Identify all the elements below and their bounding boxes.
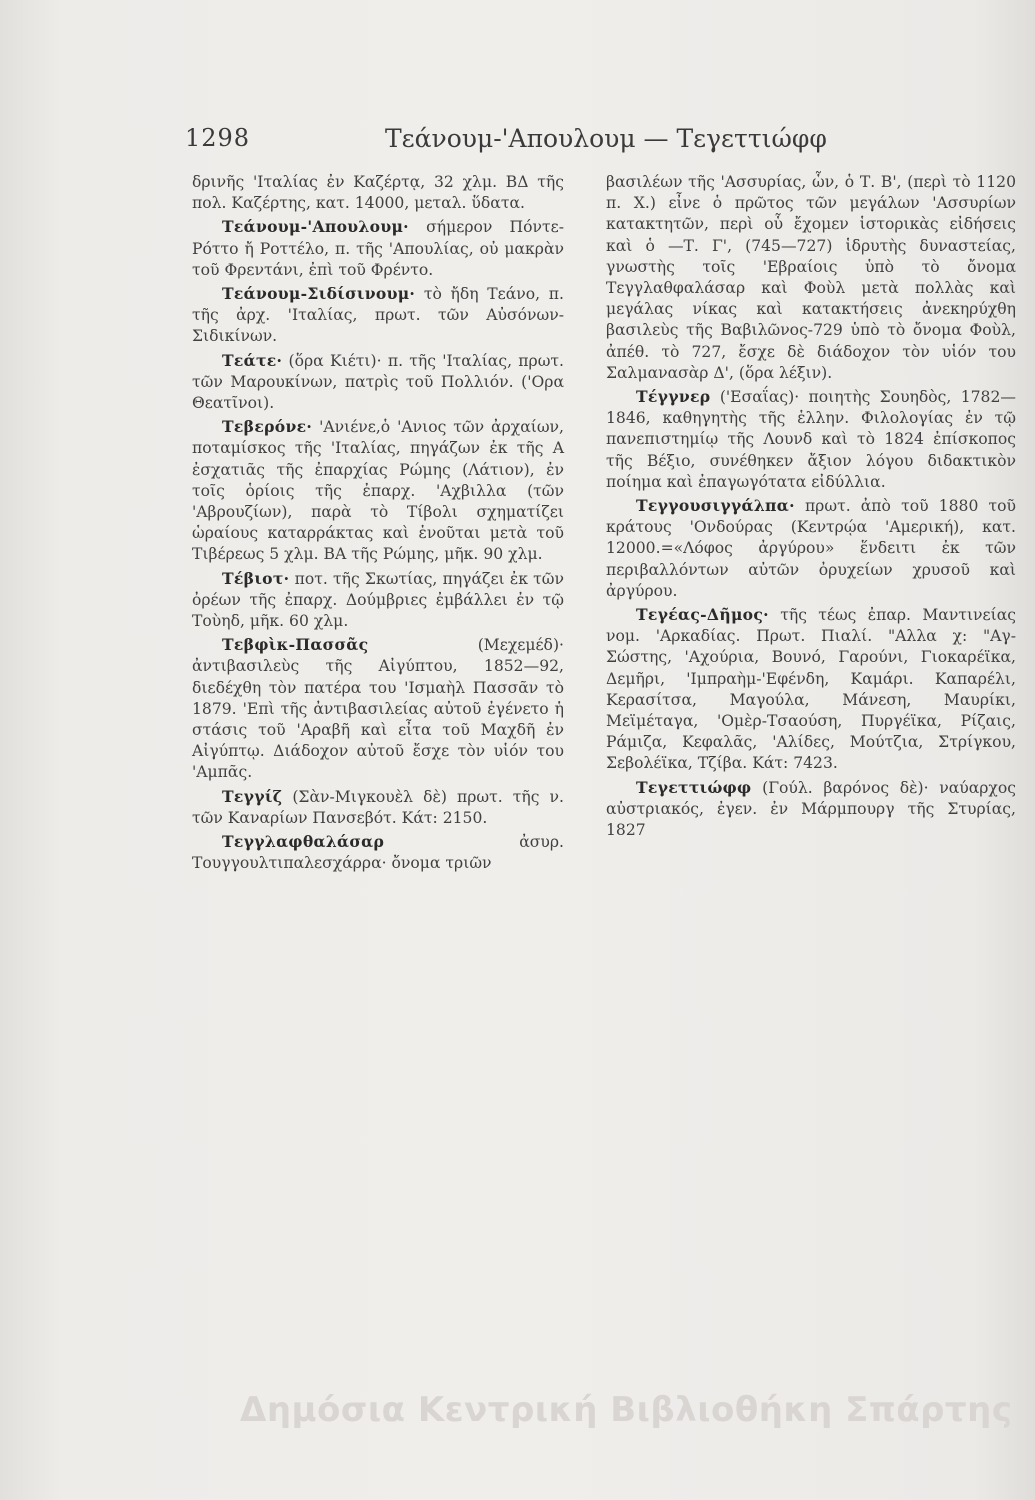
dictionary-entry — [192, 216, 564, 281]
dictionary-entry — [192, 283, 564, 348]
entry-headword: Τεγγλαφθαλάσαρ — [222, 832, 385, 852]
entry-headword: Τέγγνερ — [636, 387, 711, 407]
dictionary-entry — [192, 568, 564, 633]
entry-text: (Γούλ. βαρόνος δὲ)· ναύαρχος αὐστριακός, ἐγεν. ἐν Μάρμπουργ τῆς Στυρίας, 1827 — [606, 778, 1016, 840]
entry-headword: Τεγεττιώφφ — [636, 777, 752, 797]
page-header — [185, 124, 1035, 164]
dictionary-entry — [192, 350, 564, 415]
entry-headword: Τεγγίζ — [222, 786, 283, 806]
library-watermark: Δημόσια Κεντρική Βιβλιοθήκη Σπάρτης — [240, 1390, 1013, 1430]
dictionary-entry — [192, 786, 564, 829]
dictionary-entry — [606, 604, 1016, 775]
entry-text: (Μεχεμέδ)· ἀντιβασιλεὺς τῆς Αἰγύπτου, 1852—92, διεδέχθη τὸν πατέρα του 'Ισμαὴλ Πασσᾶν τὸ 1879. 'Επὶ τῆς ἀντιβασιλείας αὐτοῦ ἐγένετο ἡ στάσις τοῦ 'Αραβῆ καὶ εἶτα τοῦ Μαχδῆ ἐν Αἰγύπτῳ. Διάδοχον αὐτοῦ ἔσχε τὸν υἱόν του 'Αμπᾶς. — [192, 636, 564, 782]
dictionary-entry — [606, 172, 1016, 384]
dictionary-entry — [192, 416, 564, 565]
entry-text: (ὅρα Κιέτι)· π. τῆς 'Ιταλίας, πρωτ. τῶν Μαρουκίνων, πατρὶς τοῦ Πολλιόν. ('Ορα Θεατῖνοι). — [192, 351, 564, 413]
dictionary-entry — [192, 172, 564, 214]
dictionary-entry — [606, 777, 1016, 842]
entry-text: 'Ανιένε,ὁ 'Ανιος τῶν ἀρχαίων, ποταμίσκος τῆς 'Ιταλίας, πηγάζων ἐκ τῆς Α ἐσχατιᾶς τῆς ἐπαρχίας Ρώμης (Λάτιον), ἐν τοῖς ὁρίοις τῆς ἐπαρχ. 'Αχβιλλα (τῶν 'Αβρουζίων), παρὰ τὸ Τίβολι σχηματίζει ὡραίους καταρράκτας καὶ ἑνοῦται μετὰ τοῦ Τιβέρεως 5 χλμ. ΒΑ τῆς Ρώμης, μῆκ. 90 χλμ. — [192, 418, 564, 564]
right-column — [606, 172, 1016, 843]
entry-text: πρωτ. ἀπὸ τοῦ 1880 τοῦ κράτους 'Ονδούρας (Κεντρῴα 'Αμερική), κατ. 12000.=«Λόφος ἀργύρου» ἕνδειτι ἐκ τῶν περιβαλλόντων αὐτῶν ὀρυχείων χρυσοῦ καὶ ἀργύρου. — [606, 497, 1016, 600]
entry-headword: Τεβερόνε· — [222, 417, 313, 437]
entry-headword: Τεγγουσιγγάλπα· — [636, 496, 795, 516]
entry-text: ('Εσαΐας)· ποιητὴς Σουηδὸς, 1782—1846, καθηγητὴς τῆς ἑλλην. Φιλολογίας ἐν τῷ πανεπιστημίῳ τῆς Λουνδ καὶ τὸ 1824 ἐπίσκοπος τῆς Βέξιο, συνέθηκεν ἄξιον λόγου διδακτικὸν ποίημα καὶ ἐπαγωγότατα εἰδύλλια. — [606, 388, 1016, 491]
entry-headword: Τεγέας-Δῆμος· — [636, 605, 769, 625]
entry-headword: Τεάτε· — [222, 350, 283, 370]
entry-headword: Τεβφὶκ-Πασσᾶς — [222, 635, 369, 655]
entry-headword: Τεάνουμ-Σιδίσινουμ· — [222, 284, 416, 304]
page-number: 1298 — [185, 124, 251, 152]
running-title: Τεάνουμ-'Απουλουμ — Τεγεττιώφφ — [385, 124, 827, 153]
entry-text: δρινῆς 'Ιταλίας ἐν Καζέρτᾳ, 32 χλμ. ΒΔ τῆς πολ. Καζέρτης, κατ. 14000, μεταλ. ὕδατα. — [192, 173, 564, 213]
entry-headword: Τεάνουμ-'Απουλουμ· — [222, 217, 409, 237]
dictionary-entry — [606, 495, 1016, 602]
entry-text: ἀσυρ. Τουγγουλτιπαλεσχάρρα· ὄνομα τριῶν — [192, 833, 564, 873]
dictionary-entry — [606, 386, 1016, 493]
left-column — [192, 172, 564, 877]
entry-text: ποτ. τῆς Σκωτίας, πηγάζει ἐκ τῶν ὀρέων τῆς ἐπαρχ. Δούμβριες ἐμβάλλει ἐν τῷ Τοὺηδ, μῆκ. 60 χλμ. — [192, 569, 564, 631]
dictionary-entry — [192, 831, 564, 874]
dictionary-entry — [192, 634, 564, 783]
entry-text: τῆς τέως ἐπαρ. Μαντινείας νομ. 'Αρκαδίας. Πρωτ. Πιαλί. "Αλλα χ: "Αγ-Σώστης, 'Αχούρια, Βουνό, Γαρούνι, Γιοκαρέϊκα, Δεμῆρι, 'Ιμπραὴμ-'Εφένδη, Καμάρι. Καπαρέλι, Κερασίτσα, Μαγούλα, Μάνεση, Μαυρίκι, Μεϊμέταγα, 'Ομὲρ-Τσαούση, Πυργέϊκα, Ρίζαις, Ράμιζα, Κεφαλᾶς, 'Αλίδες, Μούτζια, Στρίγκου, Σεβολέϊκα, Τζίβα. Κάτ: 7423. — [606, 606, 1016, 773]
entry-text: σήμερον Πόντε-Ρόττο ἤ Ροττέλο, π. τῆς 'Απουλίας, οὐ μακρὰν τοῦ Φρεντάνι, ἐπὶ τοῦ Φρέντο. — [192, 218, 564, 279]
entry-headword: Τέβιοτ· — [222, 568, 290, 588]
entry-text: τὸ ἤδη Τεάνο, π. τῆς ἀρχ. 'Ιταλίας, πρωτ. τῶν Αὐσόνων-Σιδικίνων. — [192, 285, 564, 346]
entry-text: (Σὰν-Μιγκουὲλ δὲ) πρωτ. τῆς ν. τῶν Καναρίων Πανσεβότ. Κάτ: 2150. — [192, 787, 564, 827]
entry-text: βασιλέων τῆς 'Ασσυρίας, ὧν, ὁ Τ. Β', (περὶ τὸ 1120 π. Χ.) εἶνε ὁ πρῶτος τῶν μεγάλων 'Ασσυρίων κατακτητῶν, περὶ οὗ ἔχομεν ἱστορικὰς εἰδήσεις καὶ ὁ —Τ. Γ', (745—727) ἱδρυτὴς δυναστείας, γνωστὴς τοῖς 'Εβραίοις ὑπὸ τὸ ὄνομα Τεγγλαθφαλάσαρ καὶ Φοὺλ μετὰ πολλὰς καὶ μεγάλας νίκας καὶ κατακτήσεις ἀνεκηρύχθη βασιλεὺς τῆς Βαβιλῶνος-729 ὑπὸ τὸ ὄνομα Φοὺλ, ἀπέθ. τὸ 727, ἔσχε δὲ διάδοχον τὸν υἱόν του Σαλμανασὰρ Δ', (ὅρα λέξιν). — [606, 173, 1016, 382]
